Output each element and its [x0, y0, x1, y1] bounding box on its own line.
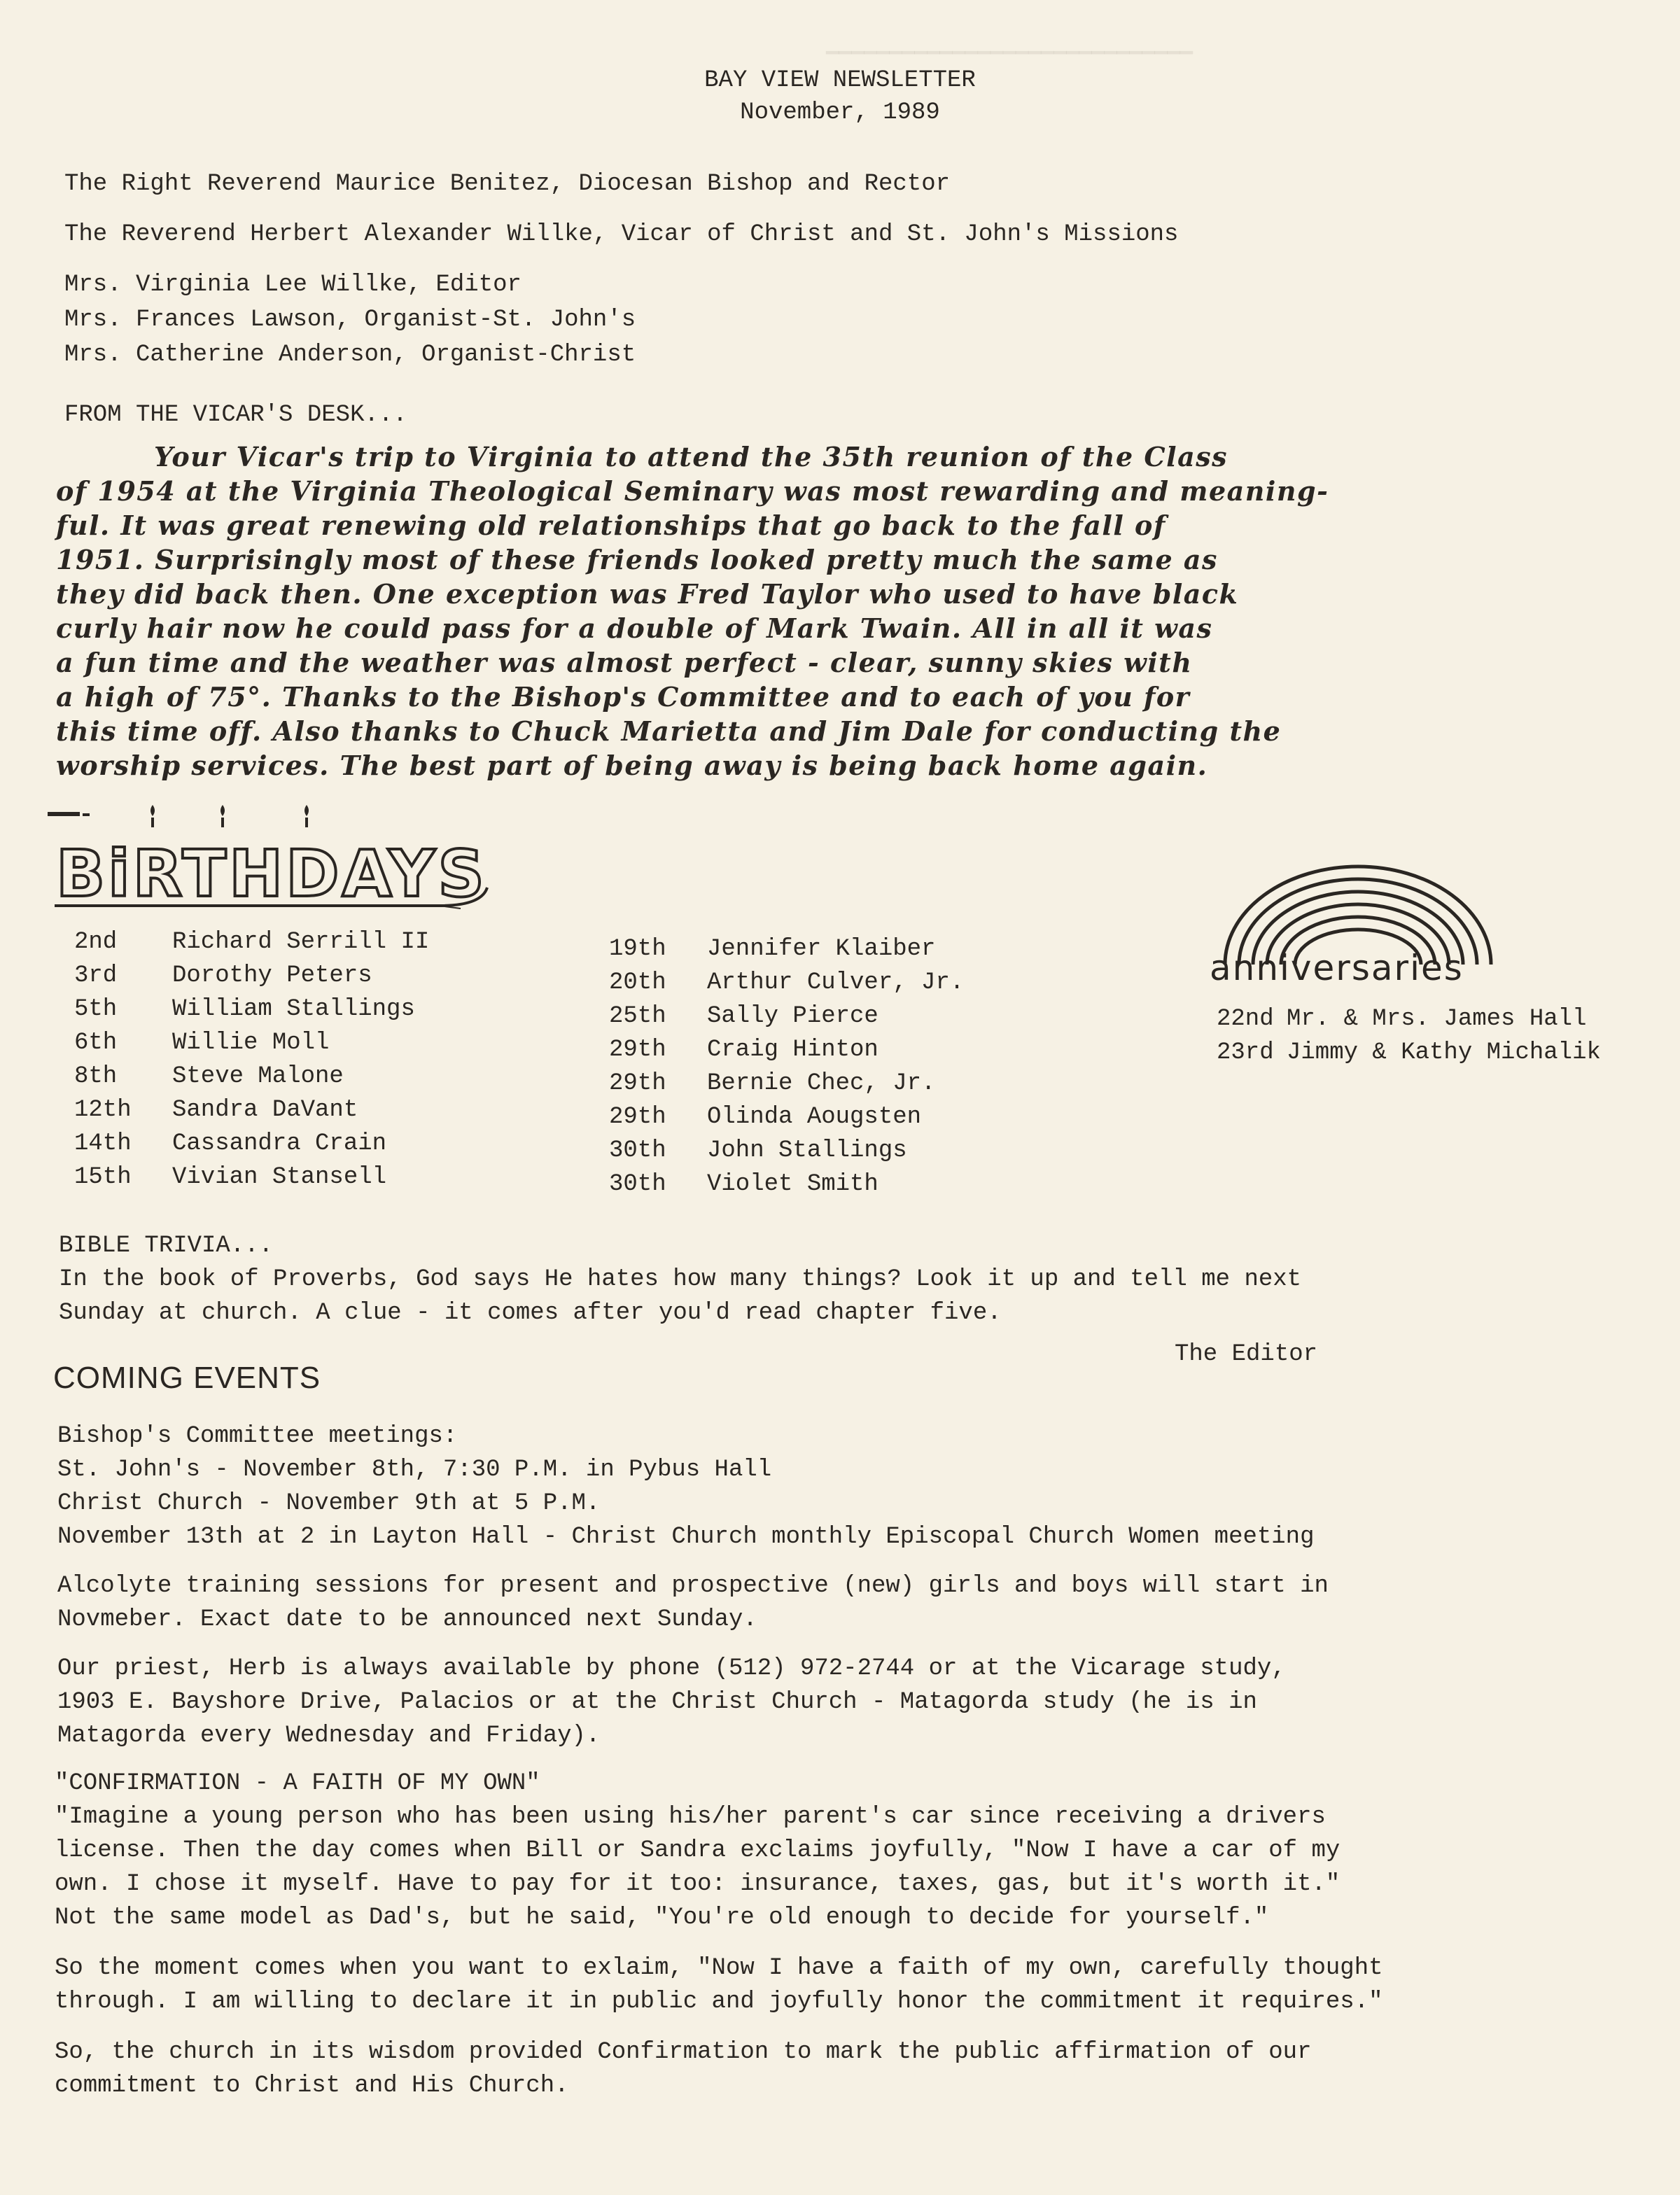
event-line: November 13th at 2 in Layton Hall - Christ Church monthly Episcopal Church Women meeting — [57, 1524, 1315, 1550]
event-line: Alcolyte training sessions for present and prospective (new) girls and boys will start in — [57, 1573, 1329, 1599]
officers-list — [64, 167, 1178, 372]
birthday-day: 20th — [609, 969, 666, 996]
anniversary-row — [1217, 1002, 1601, 1036]
anniversaries-title: anniversaries — [1210, 948, 1464, 988]
editor-signature: The Editor — [1175, 1341, 1318, 1368]
vicar-letter — [56, 440, 1624, 783]
anniversary-name: Mr. & Mrs. James Hall — [1287, 1006, 1587, 1032]
vicar-letter-line: Your Vicar's trip to Virginia to attend the 35th reunion of the Class — [154, 441, 1228, 472]
confirmation-line: So, the church in its wisdom provided Confirmation to mark the public affirmation of our — [55, 2039, 1312, 2066]
birthday-name: Dorothy Peters — [172, 962, 372, 989]
vicar-letter-line: this time off. Also thanks to Chuck Marietta and Jim Dale for conducting the — [56, 715, 1282, 747]
event-line: Christ Church - November 9th at 5 P.M. — [57, 1490, 601, 1517]
birthday-name: Sandra DaVant — [172, 1097, 358, 1123]
vicar-letter-line: of 1954 at the Virginia Theological Seminary was most rewarding and meaning- — [56, 475, 1329, 507]
vicar-letter-line: they did back then. One exception was Fred Taylor who used to have black — [56, 578, 1239, 610]
birthday-name: Sally Pierce — [707, 1003, 878, 1030]
event-line: 1903 E. Bayshore Drive, Palacios or at the Christ Church - Matagorda study (he is in — [57, 1689, 1257, 1716]
bible-trivia-line: Sunday at church. A clue - it comes after you'd read chapter five. — [59, 1300, 1002, 1326]
bible-trivia — [59, 1229, 1301, 1330]
birthday-day: 15th — [74, 1164, 132, 1191]
vicar-letter-line: a high of 75°. Thanks to the Bishop's Committee and to each of you for — [56, 681, 1191, 713]
birthdays-logo — [48, 804, 496, 919]
birthday-row — [74, 1060, 429, 1093]
confirmation-line: Not the same model as Dad's, but he said, "You're old enough to decide for yourself." — [55, 1905, 1269, 1931]
birthday-name: Cassandra Crain — [172, 1130, 387, 1157]
coming-events — [57, 1419, 1329, 1753]
vicar-letter-line: a fun time and the weather was almost perfect - clear, sunny skies with — [56, 647, 1193, 678]
birthday-name: Arthur Culver, Jr. — [707, 969, 965, 996]
birthday-row — [609, 1134, 964, 1167]
birthday-day: 8th — [74, 1063, 118, 1090]
vicar-desk-heading: FROM THE VICAR'S DESK... — [64, 402, 407, 428]
birthday-day: 29th — [609, 1070, 666, 1097]
birthdays-title: BiRTHDAYS — [56, 836, 487, 911]
birthday-name: Richard Serrill II — [172, 929, 430, 955]
birthday-day: 30th — [609, 1137, 666, 1164]
birthday-name: Bernie Chec, Jr. — [707, 1070, 936, 1097]
bible-trivia-heading: BIBLE TRIVIA... — [59, 1233, 274, 1259]
birthdays-candles-icon — [48, 804, 496, 916]
birthday-row — [609, 1033, 964, 1067]
confirmation-heading: "CONFIRMATION - A FAITH OF MY OWN" — [55, 1770, 540, 1797]
birthday-row — [609, 1000, 964, 1033]
bible-trivia-line: In the book of Proverbs, God says He hates how many things? Look it up and tell me next — [59, 1266, 1302, 1293]
bleed-through: ▁▁▁▁▁▁▁▁▁▁▁▁▁▁▁▁▁▁▁▁▁▁▁▁▁▁▁▁▁ — [826, 32, 1193, 56]
birthday-name: Jennifer Klaiber — [707, 936, 936, 962]
confirmation-article — [55, 1767, 1383, 2103]
event-line: Matagorda every Wednesday and Friday). — [57, 1723, 601, 1749]
anniversary-day: 23rd — [1217, 1039, 1274, 1066]
birthday-name: Vivian Stansell — [172, 1164, 387, 1191]
vicar-letter-line: 1951. Surprisingly most of these friends looked pretty much the same as — [56, 544, 1218, 575]
officer-line: The Right Reverend Maurice Benitez, Diocesan Bishop and Rector — [64, 171, 951, 197]
confirmation-line: commitment to Christ and His Church. — [55, 2073, 569, 2099]
officer-line: Mrs. Catherine Anderson, Organist-Christ — [64, 342, 636, 368]
confirmation-line: license. Then the day comes when Bill or Sandra exclaims joyfully, "Now I have a car of my — [55, 1837, 1340, 1864]
birthday-day: 29th — [609, 1037, 666, 1063]
birthday-day: 3rd — [74, 962, 118, 989]
birthday-day: 25th — [609, 1003, 666, 1030]
event-line: St. John's - November 8th, 7:30 P.M. in Pybus Hall — [57, 1457, 772, 1483]
birthday-row — [74, 993, 429, 1026]
birthday-row — [74, 959, 429, 993]
vicar-letter-line: ful. It was great renewing old relationships that go back to the fall of — [56, 510, 1166, 541]
event-line: Our priest, Herb is always available by phone (512) 972-2744 or at the Vicarage study, — [57, 1655, 1286, 1682]
birthday-day: 6th — [74, 1030, 118, 1056]
confirmation-line: through. I am willing to declare it in public and joyfully honor the commitment it requires." — [55, 1989, 1383, 2015]
birthday-name: John Stallings — [707, 1137, 907, 1164]
birthday-row — [74, 1026, 429, 1060]
newsletter-title: BAY VIEW NEWSLETTER — [704, 67, 976, 94]
birthday-day: 2nd — [74, 929, 118, 955]
anniversary-day: 22nd — [1217, 1006, 1274, 1032]
birthday-row — [74, 1160, 429, 1194]
birthday-row — [74, 925, 429, 959]
officer-line: The Reverend Herbert Alexander Willke, Vicar of Christ and St. John's Missions — [64, 221, 1179, 248]
birthday-day: 30th — [609, 1171, 666, 1198]
birthday-row — [609, 1100, 964, 1134]
birthdays-column-1 — [74, 925, 429, 1194]
birthday-row — [609, 966, 964, 1000]
birthday-name: William Stallings — [172, 996, 415, 1023]
birthday-day: 19th — [609, 936, 666, 962]
birthday-row — [609, 932, 964, 966]
officer-line: Mrs. Frances Lawson, Organist-St. John's — [64, 307, 636, 333]
birthday-day: 5th — [74, 996, 118, 1023]
birthdays-column-2 — [609, 932, 964, 1201]
vicar-letter-line: curly hair now he could pass for a double of Mark Twain. All in all it was — [56, 612, 1213, 644]
birthday-name: Willie Moll — [172, 1030, 330, 1056]
birthday-name: Olinda Aougsten — [707, 1104, 922, 1130]
birthday-name: Craig Hinton — [707, 1037, 878, 1063]
birthday-day: 14th — [74, 1130, 132, 1157]
birthday-day: 29th — [609, 1104, 666, 1130]
confirmation-line: own. I chose it myself. Have to pay for it too: insurance, taxes, gas, but it's worth it." — [55, 1871, 1340, 1898]
vicar-letter-line: worship services. The best part of being away is being back home again. — [56, 750, 1208, 781]
anniversary-row — [1217, 1036, 1601, 1070]
birthday-name: Violet Smith — [707, 1171, 878, 1198]
anniversaries-list — [1217, 1002, 1601, 1070]
birthday-name: Steve Malone — [172, 1063, 344, 1090]
birthday-row — [609, 1067, 964, 1100]
birthday-row — [74, 1127, 429, 1160]
confirmation-line: So the moment comes when you want to exlaim, "Now I have a faith of my own, carefully thought — [55, 1955, 1383, 1982]
officer-line: Mrs. Virginia Lee Willke, Editor — [64, 272, 522, 298]
newsletter-date: November, 1989 — [740, 99, 940, 126]
coming-events-heading: COMING EVENTS — [53, 1361, 321, 1395]
event-line: Bishop's Committee meetings: — [57, 1423, 458, 1450]
event-line: Novmeber. Exact date to be announced next Sunday. — [57, 1606, 757, 1633]
anniversary-name: Jimmy & Kathy Michalik — [1287, 1039, 1601, 1066]
birthday-row — [609, 1167, 964, 1201]
birthday-row — [74, 1093, 429, 1127]
birthday-day: 12th — [74, 1097, 132, 1123]
confirmation-line: "Imagine a young person who has been using his/her parent's car since receiving a drivers — [55, 1804, 1326, 1830]
newsletter-header — [0, 64, 1680, 129]
